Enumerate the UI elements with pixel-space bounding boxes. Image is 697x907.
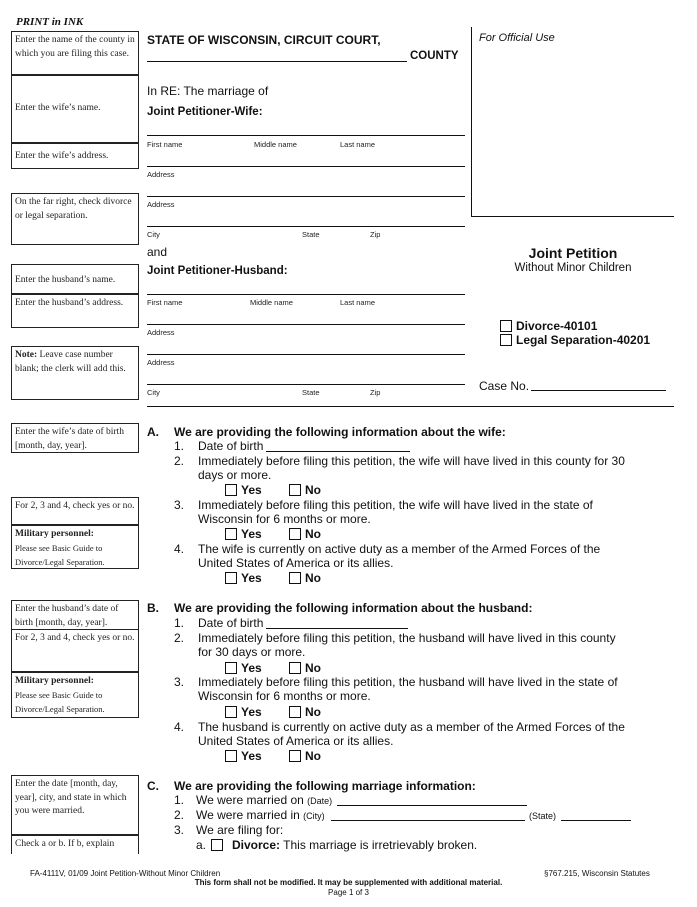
checkbox-icon [225, 662, 237, 674]
a4-num: 4. [174, 542, 185, 556]
section-a-letter: A. [147, 425, 159, 439]
divorce-checkbox[interactable] [500, 319, 597, 333]
checkbox-icon [289, 750, 301, 762]
military-label-2: Military personnel: [15, 676, 94, 686]
husband-state-label: State [302, 388, 320, 397]
header-divider [147, 406, 674, 407]
b4-num: 4. [174, 720, 185, 734]
b2-num: 2. [174, 631, 185, 645]
section-a-heading: We are providing the following information about the wife: [174, 425, 506, 439]
c1-date-hint: (Date) [307, 796, 333, 806]
footer-page: Page 1 of 3 [328, 888, 369, 897]
c2-label: We were married in [196, 808, 300, 822]
c1-num: 1. [174, 793, 185, 807]
wife-address-line-1[interactable] [147, 166, 465, 167]
a2-no-checkbox[interactable] [289, 483, 321, 497]
husband-dob-line[interactable] [266, 628, 408, 629]
a2-num: 2. [174, 454, 185, 468]
b2-no-checkbox[interactable] [289, 661, 321, 675]
wife-name-line[interactable] [147, 135, 465, 136]
b2-text-1: Immediately before filing this petition, the husband will have lived in this county [198, 631, 616, 645]
and-label: and [147, 245, 168, 259]
note-far-right: On the far right, check divorce or legal separation. [11, 193, 139, 245]
b3-text-2: Wisconsin for 6 months or more. [198, 689, 371, 703]
a3-yes-checkbox[interactable] [225, 527, 262, 541]
c3a-divorce-checkbox[interactable] [211, 838, 477, 853]
c3a-bold: Divorce: [232, 838, 281, 852]
b3-num: 3. [174, 675, 185, 689]
a2-text-1: Immediately before filing this petition, the wife will have lived in this county for 30 [198, 454, 625, 468]
c2-num: 2. [174, 808, 185, 822]
note-wife-address: Enter the wife’s address. [11, 143, 139, 169]
a4-no-checkbox[interactable] [289, 571, 321, 585]
marriage-date-line[interactable] [337, 805, 527, 806]
yes-label: Yes [241, 483, 262, 497]
checkbox-icon [289, 484, 301, 496]
petitioner-wife-label: Joint Petitioner-Wife: [147, 106, 263, 118]
c1-text [196, 793, 332, 809]
a3-no-checkbox[interactable] [289, 527, 321, 541]
note-county-name: Enter the name of the county in which you are filing this case. [11, 31, 139, 75]
a4-text-2: United States of America or its allies. [198, 556, 394, 570]
note-marriage-date: Enter the date [month, day, year], city, and state in which you were married. [11, 775, 139, 835]
wife-first-name-label: First name [147, 140, 183, 149]
section-c-heading: We are providing the following marriage information: [174, 779, 476, 793]
wife-dob-line[interactable] [266, 451, 410, 452]
husband-last-name-label: Last name [340, 298, 376, 307]
checkbox-icon [225, 750, 237, 762]
c3a-text: This marriage is irretrievably broken. [283, 838, 478, 852]
a3-text-1: Immediately before filing this petition, the wife will have lived in the state of [198, 498, 593, 512]
b4-yes-checkbox[interactable] [225, 749, 262, 763]
b2-yes-checkbox[interactable] [225, 661, 262, 675]
footer-statute: §767.215, Wisconsin Statutes [544, 869, 650, 878]
checkbox-icon [225, 528, 237, 540]
no-label: No [305, 705, 321, 719]
b4-no-checkbox[interactable] [289, 749, 321, 763]
checkbox-icon [500, 334, 512, 346]
b1-text: Date of birth [198, 616, 264, 630]
wife-address-line-2[interactable] [147, 196, 465, 197]
petitioner-husband-label: Joint Petitioner-Husband: [147, 265, 288, 277]
checkbox-icon [289, 706, 301, 718]
husband-zip-label: Zip [370, 388, 381, 397]
no-label: No [305, 483, 321, 497]
marriage-city-line[interactable] [331, 820, 525, 821]
b3-yes-checkbox[interactable] [225, 705, 262, 719]
section-c-letter: C. [147, 779, 159, 793]
note-husband-dob: Enter the husband’s date of birth [month, day, year]. [11, 600, 139, 630]
yes-label: Yes [241, 527, 262, 541]
b3-no-checkbox[interactable] [289, 705, 321, 719]
print-in-ink-label: PRINT in INK [16, 16, 84, 28]
divorce-label: Divorce-40101 [516, 319, 598, 333]
separation-label: Legal Separation-40201 [516, 333, 651, 347]
military-text-1: Please see Basic Guide to Divorce/Legal Separation. [15, 542, 105, 567]
wife-middle-name-label: Middle name [254, 140, 297, 149]
wife-zip-label: Zip [370, 230, 381, 239]
no-label: No [305, 661, 321, 675]
yes-label: Yes [241, 705, 262, 719]
note-check-yes-no-1: For 2, 3 and 4, check yes or no. [11, 497, 139, 525]
checkbox-icon [211, 839, 223, 851]
b2-text-2: for 30 days or more. [198, 645, 306, 659]
note-case-number [11, 346, 139, 400]
c3a-label: a. [196, 838, 207, 852]
checkbox-icon [289, 662, 301, 674]
military-label-1: Military personnel: [15, 529, 94, 539]
note-wife-dob: Enter the wife’s date of birth [month, day, year]. [11, 423, 139, 453]
checkbox-icon [225, 484, 237, 496]
a4-text-1: The wife is currently on active duty as a member of the Armed Forces of the [198, 542, 601, 556]
section-b-letter: B. [147, 601, 159, 615]
court-title: STATE OF WISCONSIN, CIRCUIT COURT, [147, 33, 381, 47]
no-label: No [305, 571, 321, 585]
husband-address-label-1: Address [147, 328, 175, 337]
note-husband-address: Enter the husband’s address. [11, 294, 139, 328]
note-case-text: Leave case number blank; the clerk will add this. [15, 350, 126, 374]
b1-num: 1. [174, 616, 185, 630]
husband-name-line[interactable] [147, 294, 465, 295]
yes-label: Yes [241, 661, 262, 675]
c1-label: We were married on [196, 793, 304, 807]
note-military-2 [11, 672, 139, 718]
c3-text: We are filing for: [196, 823, 284, 837]
in-re-label: In RE: The marriage of [147, 84, 269, 98]
county-line[interactable] [147, 61, 407, 62]
wife-address-label-1: Address [147, 170, 175, 179]
husband-city-label: City [147, 388, 160, 397]
footer-form-id: FA-4111V, 01/09 Joint Petition-Without Minor Children [30, 869, 221, 878]
note-husband-name: Enter the husband’s name. [11, 264, 139, 294]
a3-text-2: Wisconsin for 6 months or more. [198, 512, 371, 526]
wife-state-label: State [302, 230, 320, 239]
checkbox-icon [289, 528, 301, 540]
a1-num: 1. [174, 439, 185, 453]
checkbox-icon [289, 572, 301, 584]
military-text-2: Please see Basic Guide to Divorce/Legal Separation. [15, 689, 105, 714]
a4-yes-checkbox[interactable] [225, 571, 262, 585]
c2-text [196, 808, 325, 824]
husband-middle-name-label: Middle name [250, 298, 293, 307]
separation-checkbox[interactable] [500, 333, 650, 347]
no-label: No [305, 749, 321, 763]
husband-city-line[interactable] [147, 384, 465, 385]
husband-address-label-2: Address [147, 358, 175, 367]
yes-label: Yes [241, 749, 262, 763]
marriage-state-line[interactable] [561, 820, 631, 821]
section-b-heading: We are providing the following information about the husband: [174, 601, 533, 615]
case-no-line[interactable] [531, 390, 666, 391]
husband-address-line-1[interactable] [147, 324, 465, 325]
b4-text-1: The husband is currently on active duty as a member of the Armed Forces of the [198, 720, 625, 734]
note-check-yes-no-2: For 2, 3 and 4, check yes or no. [11, 629, 139, 672]
case-no-label: Case No. [479, 379, 530, 393]
county-label: COUNTY [410, 50, 459, 62]
wife-city-label: City [147, 230, 160, 239]
husband-address-line-2[interactable] [147, 354, 465, 355]
footer-notice: This form shall not be modified. It may be supplemented with additional material. [194, 878, 503, 887]
wife-city-line[interactable] [147, 226, 465, 227]
note-military-1 [11, 525, 139, 569]
yes-label: Yes [241, 571, 262, 585]
c3-num: 3. [174, 823, 185, 837]
a1-text: Date of birth [198, 439, 264, 453]
checkbox-icon [225, 572, 237, 584]
petition-subtitle: Without Minor Children [514, 262, 632, 274]
note-case-label: Note: [15, 350, 38, 360]
note-check-a-or-b: Check a or b. If b, explain [11, 835, 139, 854]
note-wife-name: Enter the wife’s name. [11, 75, 139, 143]
b4-text-2: United States of America or its allies. [198, 734, 394, 748]
husband-first-name-label: First name [147, 298, 183, 307]
b3-text-1: Immediately before filing this petition, the husband will have lived in the state of [198, 675, 618, 689]
c2-city-hint: (City) [303, 811, 325, 821]
official-use-label: For Official Use [479, 32, 555, 44]
a3-num: 3. [174, 498, 185, 512]
no-label: No [305, 527, 321, 541]
official-use-box [471, 27, 674, 217]
checkbox-icon [500, 320, 512, 332]
c2-state-hint: (State) [529, 811, 557, 821]
checkbox-icon [225, 706, 237, 718]
wife-last-name-label: Last name [340, 140, 376, 149]
a2-yes-checkbox[interactable] [225, 483, 262, 497]
petition-title: Joint Petition [528, 245, 618, 261]
wife-address-label-2: Address [147, 200, 175, 209]
a2-text-2: days or more. [198, 468, 272, 482]
